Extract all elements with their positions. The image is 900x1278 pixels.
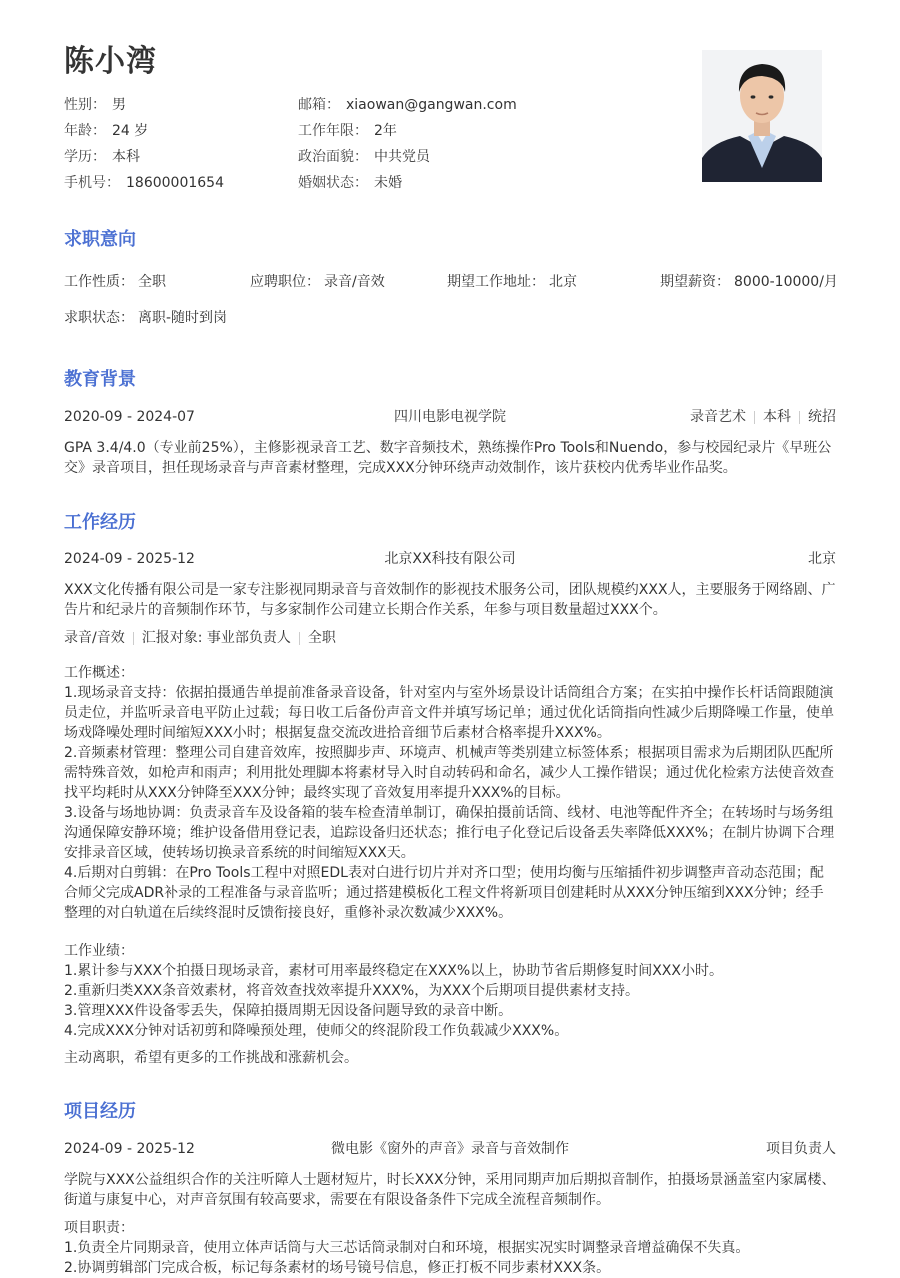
duty-title: 项目职责：	[64, 1220, 134, 1236]
phone-label: 手机号：	[64, 175, 120, 191]
intent-section-title: 求职意向	[64, 229, 136, 250]
overview-item: 3.设备与场地协调：负责录音车及设备箱的装车检查清单制订，确保拍摄前话筒、线材、电池等配件齐全；在转场时与场务组沟通保障安静环境；维护设备借用登记表，追踪设备归还状态；推行电子化登记后设备丢失率降低XXX%；在制片协调下合理安排录音区域，使转场切换录音系统的时间缩短XXX天。	[64, 805, 835, 861]
result-item: 3.管理XXX件设备零丢失，保障拍摄周期无因设备问题导致的录音中断。	[64, 1003, 513, 1019]
project-description: 学院与XXX公益组织合作的关注听障人士题材短片，时长XXX分钟，采用同期声加后期拟音制作，拍摄场景涵盖室内家属楼、街道与康复中心，对声音氛围有较高要求，需要在有限设备条件下完成全流程音频制作。	[64, 1172, 836, 1208]
email-value: xiaowan@gangwan.com	[346, 97, 517, 113]
project-date: 2024-09 - 2025-12	[64, 1141, 195, 1157]
duty-item: 2.协调剪辑部门完成合板，标记每条素材的场号镜号信息，修正打板不同步素材XXX条。	[64, 1260, 611, 1276]
divider	[299, 632, 300, 645]
work-tag: 汇报对象: 事业部负责人	[141, 630, 291, 646]
leave-reason: 主动离职，希望有更多的工作挑战和涨薪机会。	[64, 1050, 358, 1066]
work-years-label: 工作年限：	[298, 123, 368, 139]
intent-item	[660, 272, 838, 292]
portrait-image	[702, 50, 822, 182]
work-overview	[64, 663, 836, 923]
divider	[133, 632, 134, 645]
location-value: 北京	[549, 274, 577, 290]
gender-label: 性别：	[64, 97, 106, 113]
marital-label: 婚姻状态：	[298, 175, 368, 191]
info-row	[64, 144, 664, 170]
intent-item	[64, 308, 227, 328]
political-label: 政治面貌：	[298, 149, 368, 165]
work-tag: 全职	[307, 630, 336, 646]
political-value: 中共党员	[374, 149, 430, 165]
project-section-title: 项目经历	[64, 1101, 136, 1122]
work-city: 北京	[808, 551, 836, 567]
school-name: 四川电影电视学院	[394, 409, 506, 425]
overview-item: 1.现场录音支持：依据拍摄通告单提前准备录音设备，针对室内与室外场景设计话筒组合方案；在实拍中操作长杆话筒跟随演员走位，并监听录音电平防止过载；每日收工后备份声音文件并填写场记单；通过优化话筒指向性减少后期降噪工作量，使单场戏降噪处理时间缩短XXX小时；根据复盘交流改进拾音细节后素材合格率提升XXX%。	[64, 685, 834, 741]
intent-row	[64, 308, 836, 328]
status-value: 离职-随时到岗	[138, 310, 228, 326]
salary-value: 8000-10000/月	[734, 274, 838, 290]
result-item: 2.重新归类XXX条音效素材，将音效查找效率提升XXX%，为XXX个后期项目提供素材支持。	[64, 983, 639, 999]
work-years-value: 2年	[374, 123, 397, 139]
education-value: 本科	[112, 149, 140, 165]
candidate-name: 陈小湾	[64, 44, 157, 79]
work-tag: 录音/音效	[64, 630, 125, 646]
intent-item	[447, 272, 577, 292]
major: 录音艺术	[690, 409, 746, 425]
email-label: 邮箱：	[298, 97, 340, 113]
result-item: 4.完成XXX分钟对话初剪和降噪预处理，使师父的终混阶段工作负载减少XXX%。	[64, 1023, 569, 1039]
work-section-title: 工作经历	[64, 512, 136, 533]
profile-photo	[702, 50, 822, 182]
work-date: 2024-09 - 2025-12	[64, 551, 195, 567]
education-header-row	[64, 407, 836, 427]
education-description: GPA 3.4/4.0（专业前25%），主修影视录音工艺、数字音频技术，熟练操作Pro Tools和Nuendo，参与校园纪录片《早班公交》录音项目，担任现场录音与声音素材整理，完成XXX分钟环绕声动效制作，该片获校内优秀毕业作品奖。	[64, 440, 832, 476]
overview-item: 2.音频素材管理：整理公司自建音效库，按照脚步声、环境声、机械声等类别建立标签体系；根据项目需求为后期团队匹配所需特殊音效，如枪声和雨声；利用批处理脚本将素材导入时自动转码和命名，减少人工操作错误；通过优化检索方法使音效查找平均耗时从XXX分钟降至XXX分钟；最终实现了音效复用率提升XXX%的目标。	[64, 745, 834, 801]
info-row	[64, 170, 664, 196]
divider	[754, 411, 755, 424]
divider	[799, 411, 800, 424]
position-value: 录音/音效	[324, 274, 385, 290]
work-header-row	[64, 549, 836, 569]
result-item: 1.累计参与XXX个拍摄日现场录音，素材可用率最终稳定在XXX%以上，协助节省后期修复时间XXX小时。	[64, 963, 723, 979]
intent-item	[250, 272, 385, 292]
work-results	[64, 941, 836, 1041]
education-meta	[690, 407, 836, 427]
work-tags	[64, 628, 336, 648]
company-name: 北京XX科技有限公司	[384, 551, 516, 567]
duty-item: 1.负责全片同期录音，使用立体声话筒与大三芯话筒录制对白和环境，根据实况实时调整录音增益确保不失真。	[64, 1240, 750, 1256]
gender-value: 男	[112, 97, 126, 113]
overview-title: 工作概述：	[64, 665, 134, 681]
company-description: XXX文化传播有限公司是一家专注影视同期录音与音效制作的影视技术服务公司，团队规模约XXX人，主要服务于网络剧、广告片和纪录片的音频制作环节，与多家制作公司建立长期合作关系，年参与项目数量超过XXX个。	[64, 582, 836, 618]
education-date: 2020-09 - 2024-07	[64, 409, 195, 425]
position-label: 应聘职位：	[250, 274, 320, 290]
project-duties	[64, 1218, 836, 1278]
overview-item: 4.后期对白剪辑：在Pro Tools工程中对照EDL表对白进行切片并对齐口型；使用均衡与压缩插件初步调整声音动态范围；配合师父完成ADR补录的工程准备与录音监听；通过搭建模板化工程文件将新项目创建耗时从XXX分钟压缩到XXX分钟；经手整理的对白轨道在后续终混时反馈衔接良好，重修补录次数减少XXX%。	[64, 865, 824, 921]
education-section-title: 教育背景	[64, 369, 136, 390]
project-name: 微电影《窗外的声音》录音与音效制作	[331, 1141, 569, 1157]
info-row	[64, 118, 664, 144]
salary-label: 期望薪资：	[660, 274, 730, 290]
results-title: 工作业绩：	[64, 943, 134, 959]
degree: 本科	[763, 409, 791, 425]
enrollment-type: 统招	[808, 409, 836, 425]
marital-value: 未婚	[374, 175, 402, 191]
education-label: 学历：	[64, 149, 106, 165]
intent-item	[64, 272, 166, 292]
intent-row	[64, 272, 836, 292]
project-header-row	[64, 1139, 836, 1159]
work-type-label: 工作性质：	[64, 274, 134, 290]
location-label: 期望工作地址：	[447, 274, 545, 290]
project-role: 项目负责人	[766, 1141, 836, 1157]
age-label: 年龄：	[64, 123, 106, 139]
status-label: 求职状态：	[64, 310, 134, 326]
phone-value: 18600001654	[126, 175, 224, 191]
work-type-value: 全职	[138, 274, 166, 290]
age-value: 24 岁	[112, 123, 149, 139]
info-row	[64, 92, 664, 118]
basic-info	[64, 92, 664, 196]
